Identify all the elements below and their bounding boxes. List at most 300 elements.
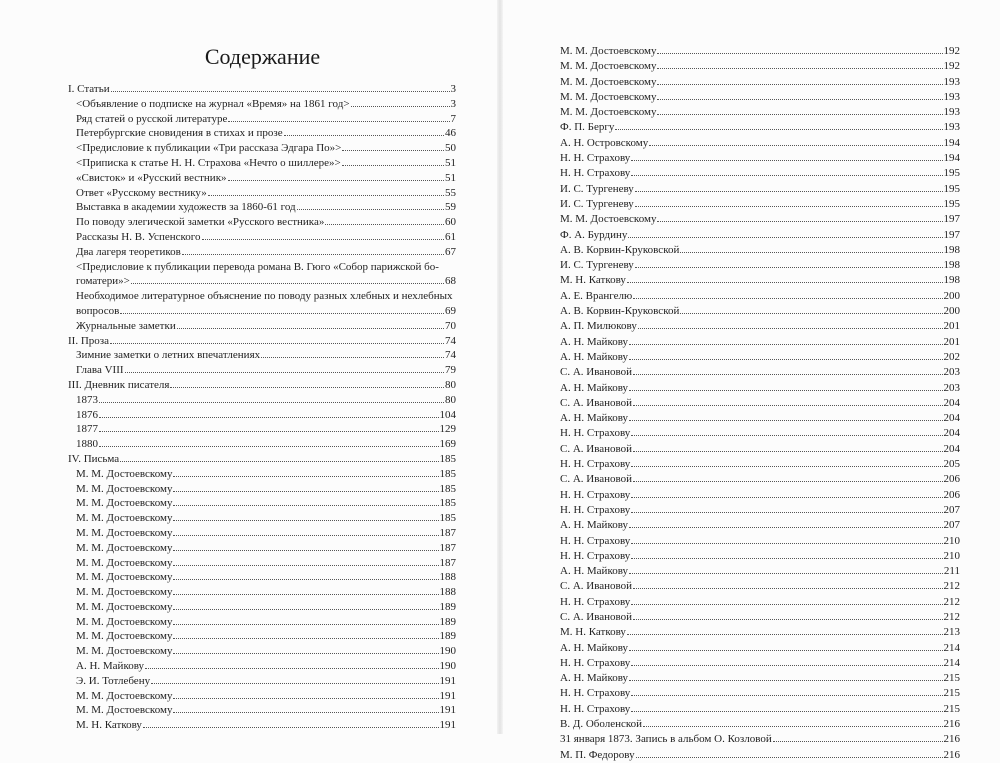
toc-entry-title: 31 января 1873. Запись в альбом О. Козловой [560,733,772,746]
toc-entry-title: М. М. Достоевскому [560,45,657,57]
dot-leader [629,527,942,528]
toc-entry-page: 200 [943,305,960,318]
dot-leader [636,757,943,758]
toc-entry-title: II. Проза [68,334,109,347]
toc-entry-page: 70 [445,319,456,332]
toc-entry-title: Петербургские сновидения в стихах и прозе [76,127,283,140]
toc-entry [560,671,960,686]
toc-entry-title: «Свисток» и «Русский вестник» [76,171,227,184]
toc-entry [560,228,960,243]
toc-entry-title: М. М. Достоевскому [76,482,173,495]
toc-entry-page: 206 [943,488,960,501]
toc-entry-page: 212 [943,580,960,593]
toc-entry [560,656,960,671]
toc-entry-page: 215 [943,672,960,685]
toc-entry [560,579,960,594]
dot-leader [261,357,444,358]
toc-entry-title: М. Н. Каткову [76,719,142,732]
toc-entry [560,365,960,380]
dot-leader [649,145,942,146]
toc-entry-page: 193 [943,106,960,119]
toc-entry-title: С. А. Ивановой [560,610,633,623]
toc-entry [68,570,456,585]
dot-leader [99,417,439,418]
toc-entry-title: Выставка в академии художеств за 1860-61 год [76,201,296,214]
toc-entry [560,105,960,120]
toc-entry-page: 192 [943,45,960,57]
toc-entry-title: М. М. Достоевскому [76,571,173,584]
toc-entry [560,44,960,59]
toc-entry-title: А. Н. Майкову [560,565,629,578]
toc-entry [68,141,456,156]
dot-leader [680,252,942,253]
toc-entry [68,467,456,482]
dot-leader [297,209,444,210]
toc-entry-page: 212 [943,610,960,623]
toc-entry-page: 60 [445,216,456,229]
toc-entry-page: 189 [439,615,456,628]
toc-entry [68,82,456,97]
toc-entry-title: М. П. Федорову [560,748,635,761]
toc-entry-page: 61 [445,230,456,243]
toc-entry-title: А. П. Милюкову [560,320,637,333]
dot-leader [342,165,444,166]
toc-entry-page: 189 [439,630,456,643]
toc-entry [68,126,456,141]
toc-entry-page: 205 [943,458,960,471]
toc-entry [560,442,960,457]
toc-entry [560,748,960,763]
toc-entry [560,273,960,288]
toc-entry [560,457,960,472]
toc-entry-page: 201 [943,320,960,333]
toc-entry [560,335,960,350]
toc-entry-title: С. А. Ивановой [560,580,633,593]
toc-entry-title: М. М. Достоевскому [560,213,657,226]
toc-entry-title: М. М. Достоевскому [76,497,173,510]
toc-entry-title: М. М. Достоевскому [76,467,173,480]
dot-leader [629,359,942,360]
toc-entry-title: В. Д. Оболенской [560,718,643,731]
toc-entry [560,396,960,411]
toc-entry [560,182,960,197]
toc-entry [68,452,456,467]
dot-leader [631,466,942,467]
toc-entry-page: 185 [439,482,456,495]
left-page [0,0,500,734]
dot-leader [173,520,438,521]
toc-entry [68,260,456,275]
toc-entry-title: М. Н. Каткову [560,274,626,287]
toc-entry-page: 79 [445,364,456,377]
dot-leader [657,99,942,100]
toc-entry-page: 74 [445,334,456,347]
dot-leader [627,634,943,635]
toc-entry [68,348,456,363]
toc-entry-title: По поводу элегической заметки «Русского вестника» [76,216,325,229]
toc-entry [68,629,456,644]
toc-entry [68,112,456,127]
toc-entry-page: 197 [943,228,960,241]
toc-entry-title: Ответ «Русскому вестнику» [76,186,207,199]
toc-entry [68,230,456,245]
dot-leader [173,491,438,492]
toc-entry-title: А. Н. Майкову [560,641,629,654]
toc-entry-title: А. Н. Островскому [560,136,649,149]
toc-entry-title: М. М. Достоевскому [76,630,173,643]
dot-leader [631,558,942,559]
toc-entry-page: 207 [943,519,960,532]
dot-leader [629,390,942,391]
toc-entry [68,482,456,497]
toc-entry-title: вопросов [76,304,120,317]
toc-entry-page: 55 [445,186,456,199]
toc-entry-title: А. Е. Врангелю [560,289,633,302]
toc-entry [68,378,456,393]
toc-entry-title: Н. Н. Страхову [560,488,631,501]
toc-entry-title: Необходимое литературное объяснение по поводу разных хлебных и нехлебных [76,290,453,303]
toc-entry-title: А. Н. Майкову [560,335,629,348]
toc-entry-page: 189 [439,600,456,613]
toc-entry-page: 7 [450,112,456,125]
dot-leader [182,254,444,255]
toc-entry-page: 188 [439,571,456,584]
toc-entry-page: 211 [943,565,960,578]
toc-entry-page: 204 [943,396,960,409]
toc-entry [560,75,960,90]
dot-leader [173,698,438,699]
toc-entry [68,526,456,541]
toc-entry-page: 190 [439,660,456,673]
toc-entry-title: С. А. Ивановой [560,473,633,486]
toc-entry-page: 198 [943,259,960,272]
dot-leader [631,665,942,666]
toc-entry [68,674,456,689]
dot-leader [173,535,438,536]
dot-leader [643,726,942,727]
toc-entry [560,610,960,625]
toc-entry-page: 46 [445,127,456,140]
toc-entry [560,151,960,166]
dot-leader [631,497,942,498]
toc-entry-title: М. М. Достоевскому [560,106,657,119]
dot-leader [638,328,943,329]
toc-entry-title: 1876 [76,408,98,421]
dot-leader [173,653,438,654]
toc-entry-title: 1873 [76,393,98,406]
toc-entry [560,472,960,487]
toc-entry-page: 185 [439,467,456,480]
toc-entry-title: И. С. Тургеневу [560,197,634,210]
toc-entry-title: М. М. Достоевскому [76,512,173,525]
toc-entry [560,212,960,227]
toc-entry [560,717,960,732]
toc-entry-page: 206 [943,473,960,486]
dot-leader [177,328,444,329]
dot-leader [228,121,449,122]
toc-entry-page: 191 [439,719,456,732]
dot-leader [633,588,942,589]
dot-leader [173,565,438,566]
dot-leader [111,91,450,92]
dot-leader [145,668,438,669]
toc-entry [560,381,960,396]
toc-entry-title: А. Н. Майкову [560,350,629,363]
toc-entry-page: 51 [445,156,456,169]
toc-entry [560,90,960,105]
toc-entry [68,511,456,526]
toc-entry-page: 203 [943,381,960,394]
toc-entry [560,304,960,319]
toc-entry-title: М. М. Достоевскому [76,645,173,658]
toc-entry-title: <Приписка к статье Н. Н. Страхова «Нечто о шиллере»> [76,156,341,169]
toc-entry-title: Н. Н. Страхову [560,458,631,471]
toc-entry [68,703,456,718]
toc-entry-page: 197 [943,213,960,226]
dot-leader [631,160,942,161]
toc-entry [68,615,456,630]
toc-entry-title: Н. Н. Страхову [560,167,631,180]
toc-entry [560,258,960,273]
toc-entry-title: Ряд статей о русской литературе [76,112,228,125]
toc-entry-title: IV. Письма [68,452,120,465]
toc-entry [560,488,960,503]
toc-entry-page: 210 [943,534,960,547]
dot-leader [173,550,438,551]
dot-leader [657,84,942,85]
toc-entry-page: 200 [943,289,960,302]
toc-entry-page: 187 [439,541,456,554]
dot-leader [633,374,942,375]
dot-leader [173,638,438,639]
toc-entry-title: А. Н. Майкову [560,381,629,394]
toc-entry-title: М. М. Достоевскому [76,541,173,554]
toc-entry [68,644,456,659]
toc-entry-title: <Предисловие к публикации «Три рассказа Эдгара По»> [76,142,342,155]
toc-entry-page: 169 [439,438,456,451]
dot-leader [657,114,942,115]
dot-leader [631,604,942,605]
toc-entry-title: А. Н. Майкову [560,519,629,532]
dot-leader [208,195,444,196]
dot-leader [284,135,444,136]
dot-leader [657,53,942,54]
dot-leader [173,579,438,580]
toc-entry-page: 80 [445,393,456,406]
dot-leader [131,283,444,284]
dot-leader [629,680,942,681]
toc-entry [68,600,456,615]
dot-leader [629,420,942,421]
dot-leader [173,476,438,477]
toc-entry-page: 185 [439,512,456,525]
toc-entry-title: Журнальные заметки [76,319,176,332]
toc-entry-page: 67 [445,245,456,258]
dot-leader [635,267,943,268]
toc-entry [68,363,456,378]
toc-entry-title: Зимние заметки о летних впечатлениях [76,349,261,362]
toc-entry-page: 193 [943,121,960,134]
dot-leader [633,619,942,620]
toc-entry [560,702,960,717]
toc-entry [560,411,960,426]
toc-entry-page: 214 [943,656,960,669]
toc-entry [68,556,456,571]
toc-entry [68,289,456,304]
dot-leader [631,175,942,176]
dot-leader [635,191,943,192]
dot-leader [631,711,942,712]
toc-entry-page: 214 [943,641,960,654]
toc-entry [560,319,960,334]
dot-leader [143,727,439,728]
toc-entry-title: Ф. А. Бурдину [560,228,628,241]
dot-leader [173,505,438,506]
toc-entry-page: 68 [445,275,456,288]
toc-entry-title: С. А. Ивановой [560,442,633,455]
toc-entry-page: 191 [439,704,456,717]
toc-entry-title: Два лагеря теоретиков [76,245,181,258]
toc-entry-page: 51 [445,171,456,184]
toc-entry-page: 80 [445,378,456,391]
toc-entry-page: 195 [943,197,960,210]
dot-leader [627,282,943,283]
toc-entry [560,289,960,304]
toc-entry-page: 194 [943,152,960,165]
dot-leader [631,543,942,544]
dot-leader [680,313,942,314]
toc-entry-title: Рассказы Н. В. Успенского [76,230,201,243]
toc-entry-page: 203 [943,366,960,379]
toc-entry [68,215,456,230]
toc-entry [560,686,960,701]
toc-entry [560,197,960,212]
dot-leader [173,594,438,595]
toc-entry-page: 216 [943,748,960,761]
dot-leader [110,343,444,344]
dot-leader [151,683,438,684]
toc-entry [560,518,960,533]
toc-entry-title: И. С. Тургеневу [560,182,634,195]
toc-entry [560,426,960,441]
toc-entry-title: Н. Н. Страхову [560,152,631,165]
toc-entry-title: С. А. Ивановой [560,396,633,409]
dot-leader [657,68,942,69]
toc-entry [68,422,456,437]
toc-entry-page: 193 [943,75,960,88]
toc-entry-title: Глава VIII [76,364,124,377]
toc-entry [560,732,960,747]
page-title: Содержание [204,44,321,69]
toc-entry [68,408,456,423]
toc-entry-page: 210 [943,549,960,562]
toc-entry [560,166,960,181]
toc-entry-title: М. М. Достоевскому [76,526,173,539]
toc-entry-title: М. М. Достоевскому [560,75,657,88]
toc-entry [68,274,456,289]
toc-entry [68,689,456,704]
toc-entry-title: гоматери»> [76,275,130,288]
dot-leader [173,609,438,610]
toc-entry [560,59,960,74]
toc-entry-title: А. Н. Майкову [560,412,629,425]
dot-leader [628,237,942,238]
toc-entry-title: И. С. Тургеневу [560,259,634,272]
toc-entry-page: 187 [439,526,456,539]
dot-leader [629,344,942,345]
toc-entry-title: Н. Н. Страхову [560,503,631,516]
toc-entry [68,496,456,511]
toc-entry-page: 187 [439,556,456,569]
dot-leader [773,741,943,742]
toc-entry-page: 198 [943,243,960,256]
dot-leader [170,387,444,388]
toc-entry-page: 3 [450,83,456,95]
toc-entry-title: Н. Н. Страхову [560,656,631,669]
toc-entry-title: 1880 [76,438,98,451]
toc-entry [68,171,456,186]
toc-entry [68,156,456,171]
dot-leader [120,461,438,462]
toc-entry-page: 190 [439,645,456,658]
toc-entry-page: 3 [450,97,456,110]
toc-entry [68,541,456,556]
left-toc-list [68,82,456,733]
dot-leader [99,402,444,403]
toc-entry-page: 202 [943,350,960,363]
toc-entry-title: М. М. Достоевскому [76,586,173,599]
toc-entry [68,97,456,112]
toc-entry [68,437,456,452]
toc-entry [560,564,960,579]
dot-leader [633,405,942,406]
toc-entry-title: А. В. Корвин-Круковской [560,243,680,256]
toc-entry [560,243,960,258]
toc-entry-page: 201 [943,335,960,348]
toc-entry-title: Ф. П. Бергу [560,121,615,134]
toc-entry-title: А. Н. Майкову [76,660,145,673]
toc-entry-title: М. М. Достоевскому [76,704,173,717]
toc-entry-page: 207 [943,503,960,516]
toc-entry-title: Н. Н. Страхову [560,427,631,440]
toc-entry [68,304,456,319]
toc-entry [560,534,960,549]
right-toc-list [560,44,960,763]
dot-leader [173,712,438,713]
toc-entry-page: 204 [943,442,960,455]
dot-leader [631,695,942,696]
toc-entry-page: 191 [439,674,456,687]
dot-leader [120,313,444,314]
toc-entry-page: 185 [439,497,456,510]
toc-entry [68,200,456,215]
dot-leader [325,224,444,225]
toc-entry-title: М. М. Достоевскому [560,90,657,103]
toc-entry-page: 212 [943,595,960,608]
toc-entry-title: М. Н. Каткову [560,626,626,639]
toc-entry-title: Н. Н. Страхову [560,534,631,547]
dot-leader [657,221,942,222]
toc-entry-title: М. М. Достоевскому [76,615,173,628]
toc-entry [68,393,456,408]
toc-entry-page: 215 [943,687,960,700]
dot-leader [629,573,943,574]
toc-entry [68,319,456,334]
toc-entry-title: Н. Н. Страхову [560,702,631,715]
toc-entry-title: <Объявление о подписке на журнал «Время» на 1861 год> [76,97,350,110]
toc-entry [68,334,456,349]
toc-entry [560,549,960,564]
